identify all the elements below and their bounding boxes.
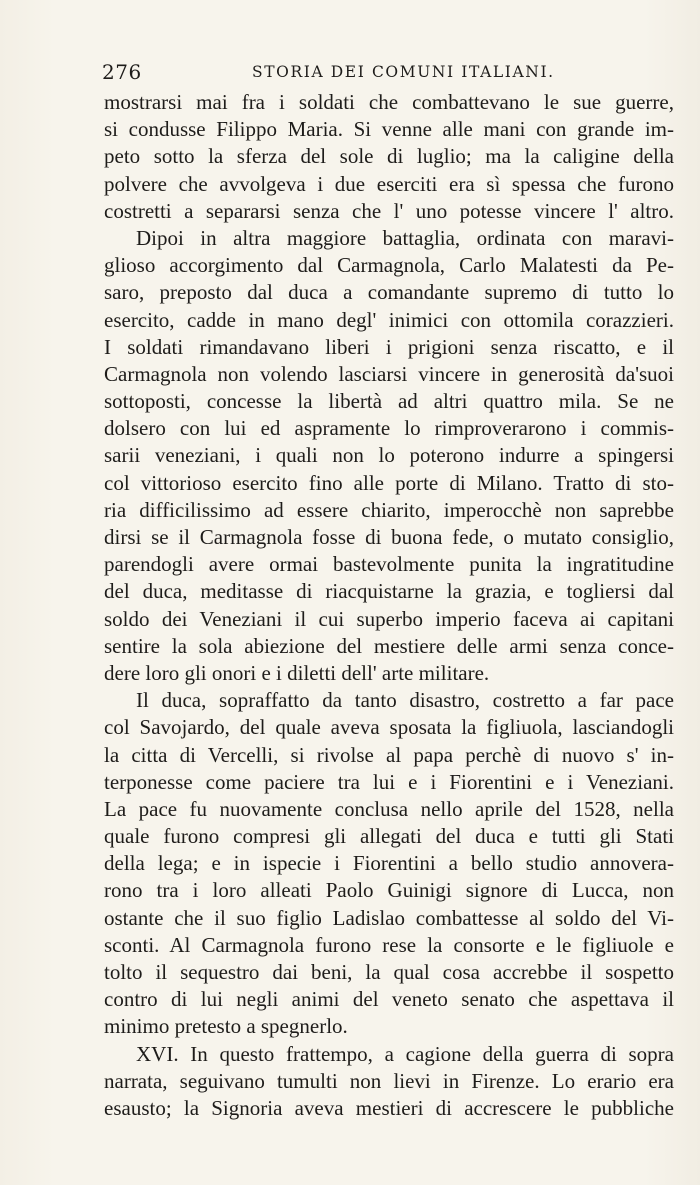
text-line: sarii veneziani, i quali non lo poterono indurre a spingersi bbox=[104, 443, 674, 468]
paragraph-start-line: Dipoi in altra maggiore battaglia, ordinata con maravi- bbox=[136, 225, 674, 250]
text-line: soldo dei Veneziani il cui superbo imperio faceva ai capitani bbox=[104, 606, 674, 631]
text-line: rono tra i loro alleati Paolo Guinigi signore di Lucca, non bbox=[104, 878, 674, 903]
text-line: esercito, cadde in mano degl' inimici con ottomila corazzieri. bbox=[104, 307, 674, 332]
text-line: sottoposti, concesse la libertà ad altri quattro mila. Se ne bbox=[104, 389, 674, 414]
text-line: col Savojardo, del quale aveva sposata la figliuola, lasciandogli bbox=[104, 715, 674, 740]
text-line: col vittorioso esercito fino alle porte di Milano. Tratto di sto- bbox=[104, 470, 674, 495]
text-line: parendogli avere ormai bastevolmente punita la ingratitudine bbox=[104, 552, 674, 577]
text-line: dirsi se il Carmagnola fosse di buona fede, o mutato consiglio, bbox=[104, 525, 674, 549]
text-line: glioso accorgimento dal Carmagnola, Carlo Malatesti da Pe- bbox=[104, 253, 674, 278]
text-line: peto sotto la sferza del sole di luglio; ma la caligine della bbox=[104, 144, 674, 169]
text-line: quale furono compresi gli allegati del duca e tutti gli Stati bbox=[104, 824, 674, 849]
text-line: si condusse Filippo Maria. Si venne alle mani con grande im- bbox=[104, 117, 674, 142]
paragraph-end-line: minimo pretesto a spegnerlo. bbox=[104, 1014, 348, 1039]
text-line: La pace fu nuovamente conclusa nello aprile del 1528, nella bbox=[104, 796, 674, 821]
text-line: dolsero con lui ed aspramente lo rimproverarono i commis- bbox=[104, 416, 674, 441]
section-start-line: XVI. In questo frattempo, a cagione della guerra di sopra bbox=[136, 1041, 674, 1066]
text-line: narrata, seguivano tumulti non lievi in Firenze. Lo erario era bbox=[104, 1068, 674, 1093]
page-header bbox=[102, 60, 674, 88]
text-line: contro di lui negli animi del veneto senato che aspettava il bbox=[104, 987, 674, 1012]
text-line: polvere che avvolgeva i due eserciti era sì spessa che furono bbox=[104, 171, 674, 196]
text-line: sentire la sola abiezione del mestiere delle armi senza conce- bbox=[104, 633, 674, 658]
text-line: del duca, meditasse di riacquistarne la grazia, e togliersi dal bbox=[104, 579, 674, 604]
text-line: sconti. Al Carmagnola furono rese la consorte e le figliuole e bbox=[104, 932, 674, 957]
paragraph-end-line: dere loro gli onori e i diletti dell' arte militare. bbox=[104, 660, 490, 685]
text-line: costretti a separarsi senza che l' uno potesse vincere l' altro. bbox=[104, 198, 674, 223]
text-line: della lega; e in ispecie i Fiorentini a bello studio annovera- bbox=[104, 851, 674, 876]
text-line: I soldati rimandavano liberi i prigioni senza riscatto, e il bbox=[104, 334, 674, 359]
text-line: esausto; la Signoria aveva mestieri di accrescere le pubbliche bbox=[104, 1095, 674, 1120]
paragraph-start-line: Il duca, sopraffatto da tanto disastro, costretto a far pace bbox=[136, 688, 674, 713]
text-line: saro, preposto dal duca a comandante supremo di tutto lo bbox=[104, 280, 674, 305]
text-line: tolto il sequestro dai beni, la qual cosa accrebbe il sospetto bbox=[104, 960, 674, 984]
text-line: terponesse come paciere tra lui e i Fiorentini e i Veneziani. bbox=[104, 769, 674, 794]
text-line: la citta di Vercelli, si rivolse al papa perchè di nuovo s' in- bbox=[104, 742, 674, 767]
body-text bbox=[104, 89, 674, 1122]
text-line: ria difficilissimo ad essere chiarito, imperocchè non saprebbe bbox=[104, 497, 674, 522]
page-number: 276 bbox=[102, 60, 142, 84]
text-line: mostrarsi mai fra i soldati che combattevano le sue guerre, bbox=[104, 90, 674, 114]
text-line: ostante che il suo figlio Ladislao combattesse al soldo del Vi- bbox=[104, 905, 674, 930]
text-line: Carmagnola non volendo lasciarsi vincere in generosità da'suoi bbox=[104, 361, 674, 386]
running-title: STORIA DEI COMUNI ITALIANI. bbox=[252, 63, 555, 81]
